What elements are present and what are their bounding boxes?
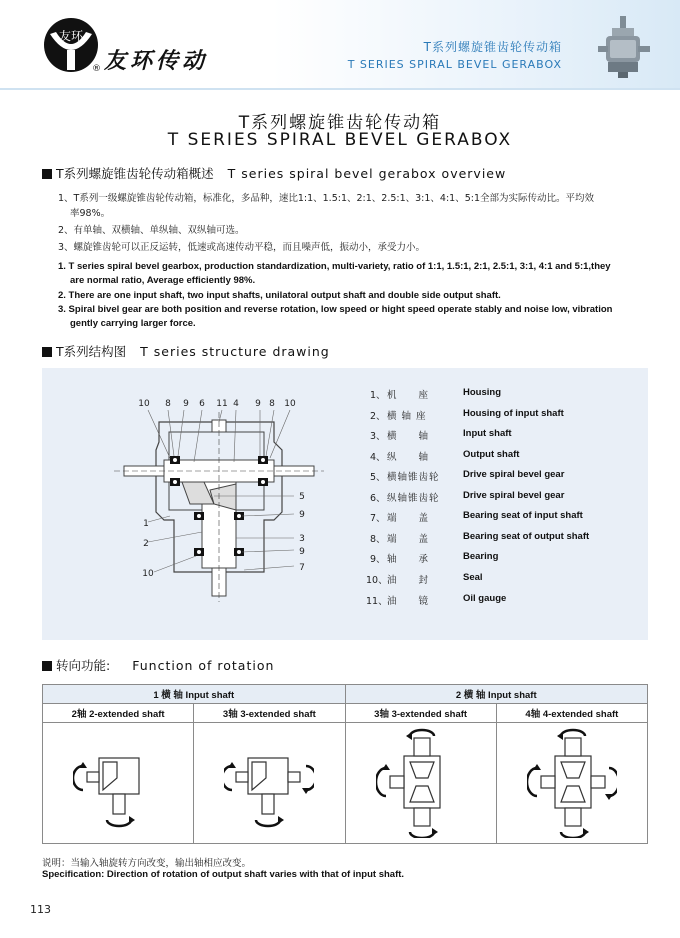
rotation-group-2: 2 横 轴 Input shaft — [345, 685, 648, 704]
legend-num: 7、 — [370, 513, 386, 524]
rotation-cell-4 — [496, 723, 647, 844]
legend-cn: 纵轴锥齿轮 — [387, 493, 440, 504]
legend-en: Input shaft — [463, 428, 512, 439]
rotation-heading-en: Function of rotation — [132, 658, 275, 673]
header-divider — [0, 88, 680, 90]
legend-cn: 油 封 — [387, 575, 430, 586]
registered-mark: ® — [92, 64, 101, 74]
rotation-3-shaft-double-input-icon — [376, 728, 466, 838]
page-title-en: T SERIES SPIRAL BEVEL GERABOX — [167, 130, 513, 150]
overview-en-line-5: gently carrying larger force. — [70, 318, 196, 329]
gearbox-product-icon — [598, 16, 650, 78]
callout-top-7: 9 — [255, 399, 261, 409]
legend-num: 6、 — [370, 493, 386, 504]
callout-right-4: 9 — [299, 547, 305, 557]
legend-en: Drive spiral bevel gear — [463, 490, 565, 501]
rotation-4-shaft-icon — [527, 728, 617, 838]
note-cn: 说明：当输入轴旋转方向改变，输出轴相应改变。 — [42, 858, 252, 869]
square-bullet-icon — [42, 169, 52, 179]
overview-heading-en: T series spiral bevel gerabox overview — [227, 166, 507, 181]
callout-right-3: 3 — [299, 534, 305, 544]
callout-left-1: 1 — [143, 519, 149, 529]
callout-left-3: 10 — [142, 569, 154, 579]
gearbox-structure-drawing — [114, 392, 324, 602]
rotation-table — [42, 684, 648, 844]
overview-cn-line-3: 2、有单轴、双横轴、单纵轴、双纵轴可选。 — [58, 225, 245, 236]
overview-en-line-3: 2. There are one input shaft, two input shafts, unilatoral output shaft and double side output shaft. — [58, 290, 501, 301]
legend-num: 11、 — [366, 596, 388, 607]
structure-heading-cn: T系列结构图 — [56, 344, 127, 359]
rotation-group-1: 1 横 轴 Input shaft — [43, 685, 346, 704]
callout-right-5: 7 — [299, 563, 305, 573]
legend-cn: 纵 轴 — [387, 452, 430, 463]
legend-num: 10、 — [366, 575, 388, 586]
legend-cn: 轴 承 — [387, 554, 430, 565]
overview-en-line-2: are normal ratio, Average efficiently 98%. — [70, 275, 256, 286]
overview-cn-line-2: 率98%。 — [70, 208, 111, 219]
legend-num: 1、 — [370, 390, 386, 401]
callout-right-2: 9 — [299, 510, 305, 520]
legend-num: 3、 — [370, 431, 386, 442]
callout-top-6: 4 — [233, 399, 239, 409]
legend-num: 5、 — [370, 472, 386, 483]
rotation-cell-2 — [194, 723, 345, 844]
callout-top-1: 10 — [138, 399, 150, 409]
legend-en: Bearing seat of input shaft — [463, 510, 583, 521]
callout-top-8: 8 — [269, 399, 275, 409]
legend-cn: 油 镜 — [387, 596, 430, 607]
structure-heading — [42, 342, 330, 360]
legend-cn: 端 盖 — [387, 534, 430, 545]
callout-left-2: 2 — [143, 539, 149, 549]
rotation-3-shaft-icon — [224, 738, 314, 828]
rotation-col-4: 4轴 4-extended shaft — [496, 704, 647, 723]
page-number: 113 — [30, 903, 51, 916]
callout-top-3: 9 — [183, 399, 189, 409]
legend-cn: 端 盖 — [387, 513, 430, 524]
callout-top-9: 10 — [284, 399, 296, 409]
legend-en: Bearing seat of output shaft — [463, 531, 590, 542]
rotation-col-3: 3轴 3-extended shaft — [345, 704, 496, 723]
legend-en: Drive spiral bevel gear — [463, 469, 565, 480]
square-bullet-icon — [42, 661, 52, 671]
structure-heading-en: T series structure drawing — [140, 344, 330, 359]
legend-num: 2、 — [370, 411, 386, 422]
square-bullet-icon — [42, 347, 52, 357]
rotation-cell-1 — [43, 723, 194, 844]
rotation-2-shaft-icon — [73, 738, 163, 828]
logo-text: 友环 — [58, 29, 84, 43]
callout-top-5: 11 — [216, 399, 228, 409]
legend-en: Output shaft — [463, 449, 520, 460]
overview-heading-cn: T系列螺旋锥齿轮传动箱概述 — [56, 166, 214, 181]
legend-num: 4、 — [370, 452, 386, 463]
header-title-cn: T系列螺旋锥齿轮传动箱 — [423, 40, 562, 54]
page-header — [0, 0, 680, 88]
legend-cn: 机 座 — [387, 390, 430, 401]
legend-en: Housing of input shaft — [463, 408, 564, 419]
rotation-col-1: 2轴 2-extended shaft — [43, 704, 194, 723]
overview-heading — [42, 164, 506, 182]
rotation-col-2: 3轴 3-extended shaft — [194, 704, 345, 723]
legend-num: 8、 — [370, 534, 386, 545]
legend-en: Oil gauge — [463, 593, 507, 604]
callout-top-2: 8 — [165, 399, 171, 409]
legend-num: 9、 — [370, 554, 386, 565]
legend-cn: 横 轴 — [387, 431, 430, 442]
legend-cn: 横轴锥齿轮 — [387, 472, 440, 483]
overview-cn-line-1: 1、T系列一级螺旋锥齿轮传动箱，标准化，多品种，速比1:1、1.5:1、2:1、2.5:1、3:1、4:1、5:1全部为实际传动比。平均效 — [58, 193, 594, 204]
brand-name: 友环传动 — [104, 48, 209, 74]
overview-en-line-4: 3. Spiral bivel gear are both position and reverse rotation, low speed or hight speed operate stably and noise low, vibration — [58, 304, 613, 315]
header-title-en: T SERIES SPIRAL BEVEL GERABOX — [347, 58, 562, 71]
legend-cn: 横 轴 座 — [387, 411, 427, 422]
overview-en-line-1: 1. T series spiral bevel gearbox, production standardization, multi-variety, ratio of 1:1, 1.5:1, 2:1, 2.5:1, 3:1, 4:1 and 5:1,they — [58, 261, 611, 272]
rotation-heading — [42, 656, 274, 674]
overview-cn-line-4: 3、螺旋锥齿轮可以正反运转，低速或高速传动平稳，而且噪声低，振动小，承受力小。 — [58, 242, 426, 253]
page-title-cn: T系列螺旋锥齿轮传动箱 — [238, 113, 442, 133]
legend-en: Bearing — [463, 551, 499, 562]
legend-en: Seal — [463, 572, 483, 583]
note-en: Specification: Direction of rotation of output shaft varies with that of input shaft. — [42, 869, 405, 880]
rotation-heading-cn: 转向功能: — [56, 658, 111, 673]
callout-right-1: 5 — [299, 492, 305, 502]
legend-en: Housing — [463, 387, 501, 398]
rotation-cell-3 — [345, 723, 496, 844]
callout-top-4: 6 — [199, 399, 205, 409]
